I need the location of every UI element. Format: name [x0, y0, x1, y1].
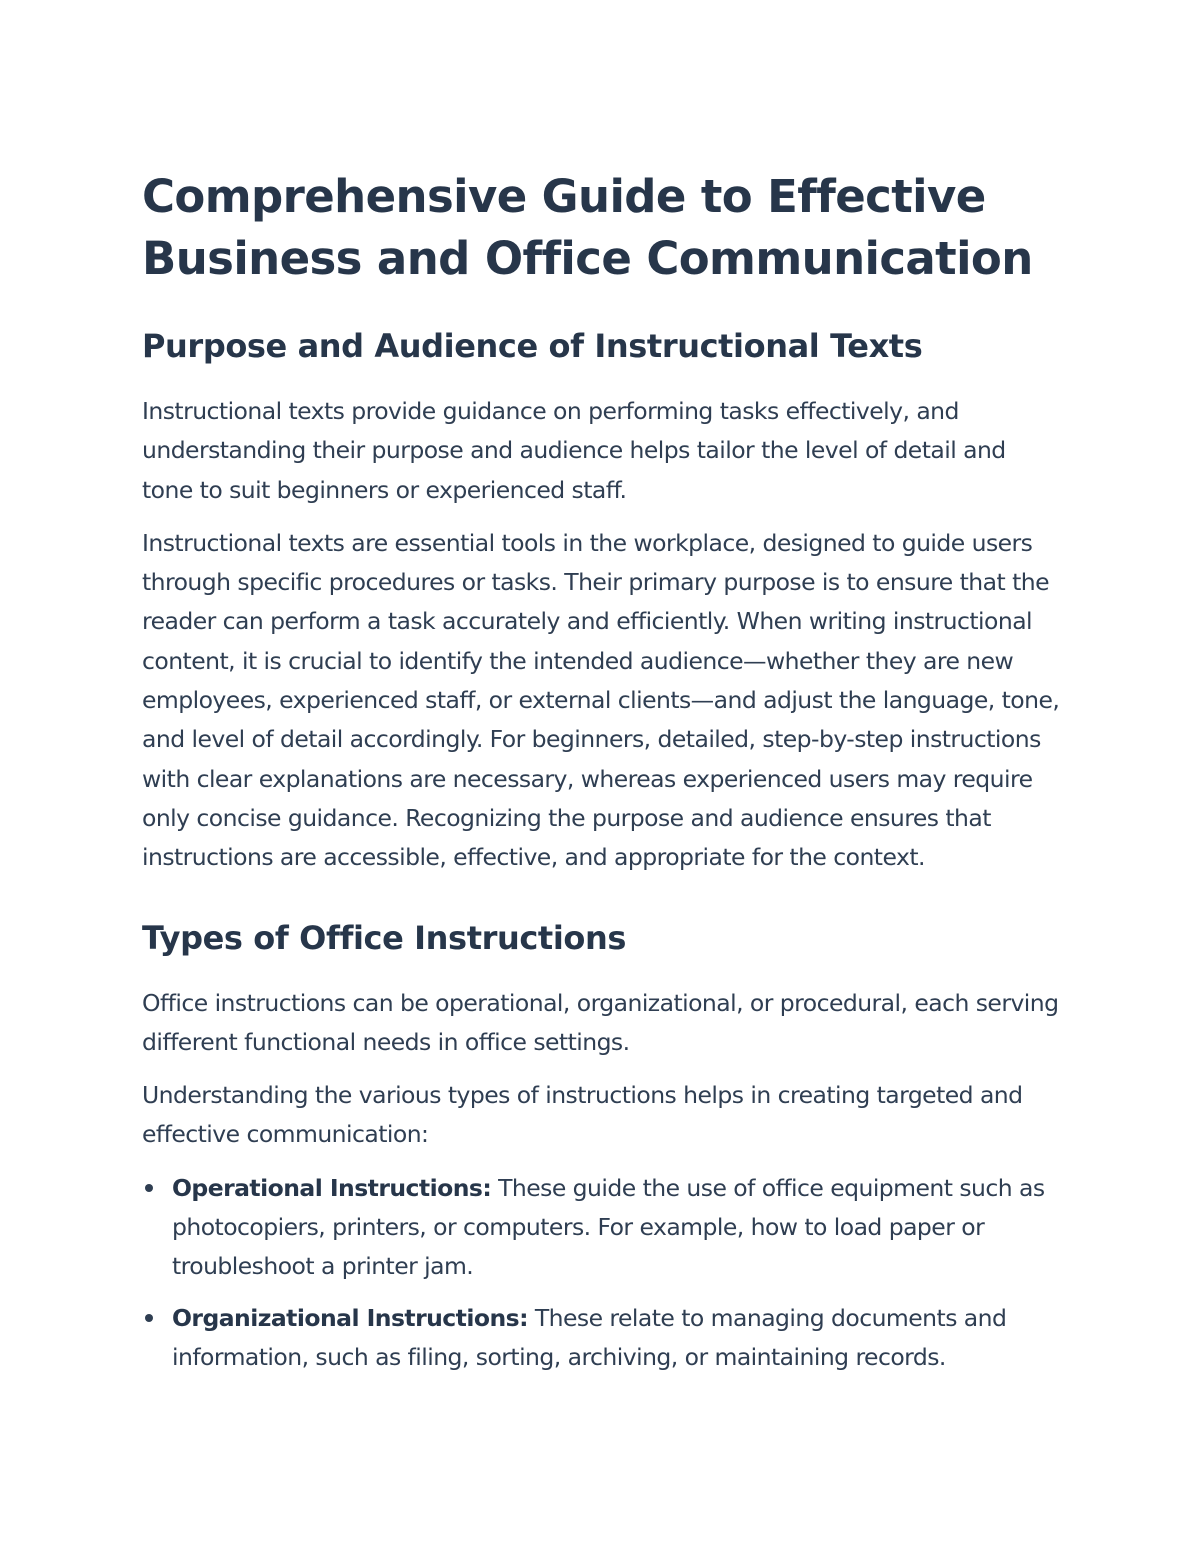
document-page — [142, 166, 1060, 1389]
section-heading-types: Types of Office Instructions — [142, 918, 627, 957]
document-title: Comprehensive Guide to Effective Business and Office Communication — [142, 170, 1033, 285]
section-paragraph-types: Understanding the various types of instructions helps in creating targeted and effective communication: — [142, 1081, 1023, 1149]
list-item-term: Organizational Instructions: — [172, 1303, 528, 1332]
list-item-text: These guide the use of office equipment such as photocopiers, printers, or computers. For example, how to load paper or troubleshoot a printer jam. — [172, 1173, 1045, 1281]
list-item — [172, 1299, 1060, 1378]
bullet-icon — [145, 1314, 153, 1322]
list-item — [172, 1169, 1060, 1287]
section-paragraph-purpose: Instructional texts are essential tools in the workplace, designed to guide users through specific procedures or tasks. Their primary purpose is to ensure that the reader can perform a task accurately and efficiently. When writing instructional content, it is crucial to identify the intended audience—whether they are new employees, experienced staff, or external clients—and adjust the language, tone, and level of detail accordingly. For beginners, detailed, step-by-step instructions with clear explanations are necessary, whereas experienced users may require only concise guidance. Recognizing the purpose and audience ensures that instructions are accessible, effective, and appropriate for the context. — [142, 528, 1060, 872]
section-heading-purpose: Purpose and Audience of Instructional Texts — [142, 327, 923, 365]
bullet-icon — [145, 1184, 153, 1192]
instruction-types-list — [142, 1169, 1060, 1377]
section-lead-types: Office instructions can be operational, organizational, or procedural, each serving different functional needs in office settings. — [142, 988, 1059, 1056]
list-item-term: Operational Instructions: — [172, 1173, 492, 1202]
section-lead-purpose: Instructional texts provide guidance on performing tasks effectively, and understanding their purpose and audience helps tailor the level of detail and tone to suit beginners or experienced staff. — [142, 397, 1006, 504]
list-item-text: These relate to managing documents and information, such as filing, sorting, archiving, or maintaining records. — [172, 1303, 1007, 1371]
